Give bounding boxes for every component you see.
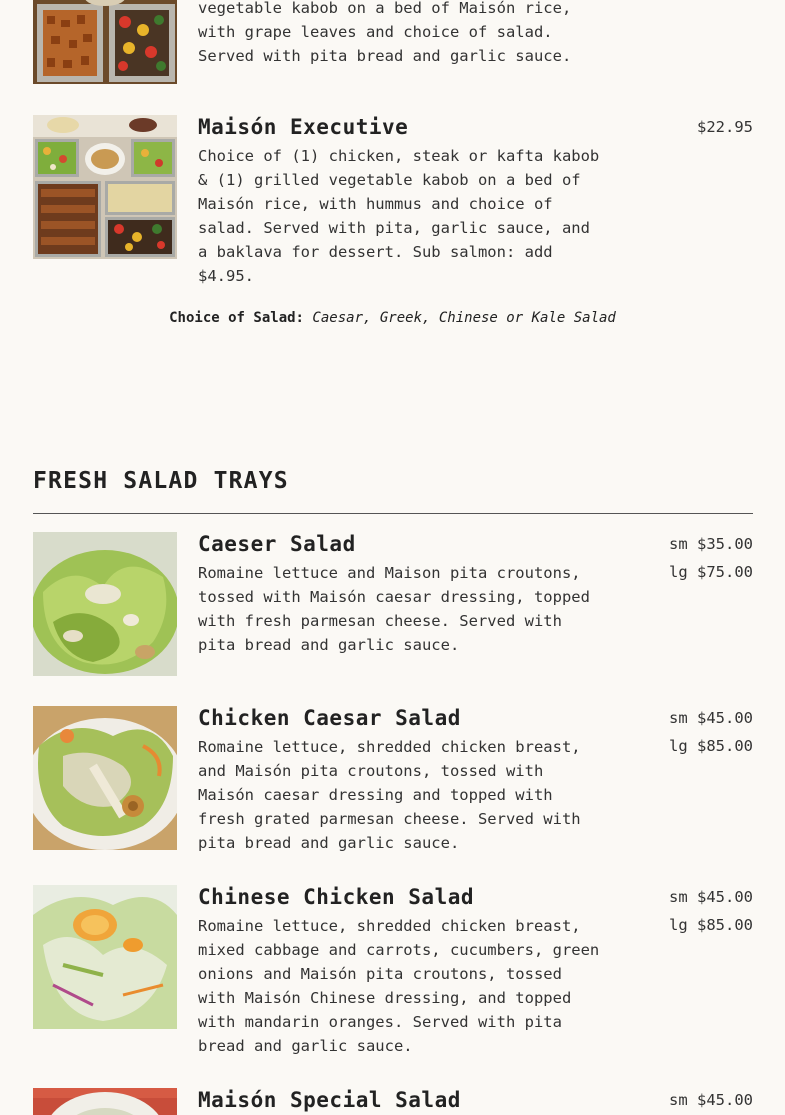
item-title: Maisón Special Salad xyxy=(198,1088,461,1112)
caesar-salad-image xyxy=(33,532,177,676)
chicken-caesar-salad-image xyxy=(33,706,177,850)
salad-choice-options: Caesar, Greek, Chinese or Kale Salad xyxy=(312,310,616,326)
item-price xyxy=(669,1086,753,1114)
special-salad-image xyxy=(33,1088,177,1115)
item-description: Choice of (1) chicken, steak or kafta kabob & (1) grilled vegetable kabob on a bed of Maisón rice, with hummus and choice of salad. Served with pita, garlic sauce, and a baklava for dessert. Sub salmon: add $4.95. xyxy=(198,147,600,285)
item-price xyxy=(669,704,753,760)
section-divider xyxy=(33,513,753,514)
kabob-platter-image xyxy=(33,0,177,84)
price-large: lg $75.00 xyxy=(669,563,753,581)
price-small: sm $35.00 xyxy=(669,535,753,553)
item-title: Maisón Executive xyxy=(198,115,409,139)
chinese-chicken-salad-image xyxy=(33,885,177,1029)
item-description: vegetable kabob on a bed of Maisón rice, with grape leaves and choice of salad. Served with pita bread and garlic sauce. xyxy=(198,0,572,65)
item-price: $22.95 xyxy=(697,118,753,136)
item-title: Chinese Chicken Salad xyxy=(198,885,475,909)
price-small: sm $45.00 xyxy=(669,709,753,727)
price-large: lg $85.00 xyxy=(669,737,753,755)
item-description: Romaine lettuce, shredded chicken breast, and Maisón pita croutons, tossed with Maisón caesar dressing and topped with fresh grated parmesan cheese. Served with pita bread and garlic sauce. xyxy=(198,738,581,852)
item-price xyxy=(669,530,753,586)
salad-choice-note xyxy=(0,310,785,326)
salad-choice-label: Choice of Salad: xyxy=(169,310,304,326)
item-price xyxy=(669,883,753,939)
price-large: lg $85.00 xyxy=(669,916,753,934)
price-small: sm $45.00 xyxy=(669,1091,753,1109)
executive-platter-image xyxy=(33,115,177,259)
price-small: sm $45.00 xyxy=(669,888,753,906)
section-title: FRESH SALAD TRAYS xyxy=(33,468,289,494)
item-title: Chicken Caesar Salad xyxy=(198,706,461,730)
item-description: Romaine lettuce and Maison pita croutons, tossed with Maisón caesar dressing, topped with fresh parmesan cheese. Served with pita bread and garlic sauce. xyxy=(198,564,590,654)
item-title: Caeser Salad xyxy=(198,532,356,556)
item-description: Romaine lettuce, shredded chicken breast, mixed cabbage and carrots, cucumbers, green onions and Maisón pita croutons, tossed with Maisón Chinese dressing, and topped with mandarin oranges. Served with pita bread and garlic sauce. xyxy=(198,917,600,1055)
